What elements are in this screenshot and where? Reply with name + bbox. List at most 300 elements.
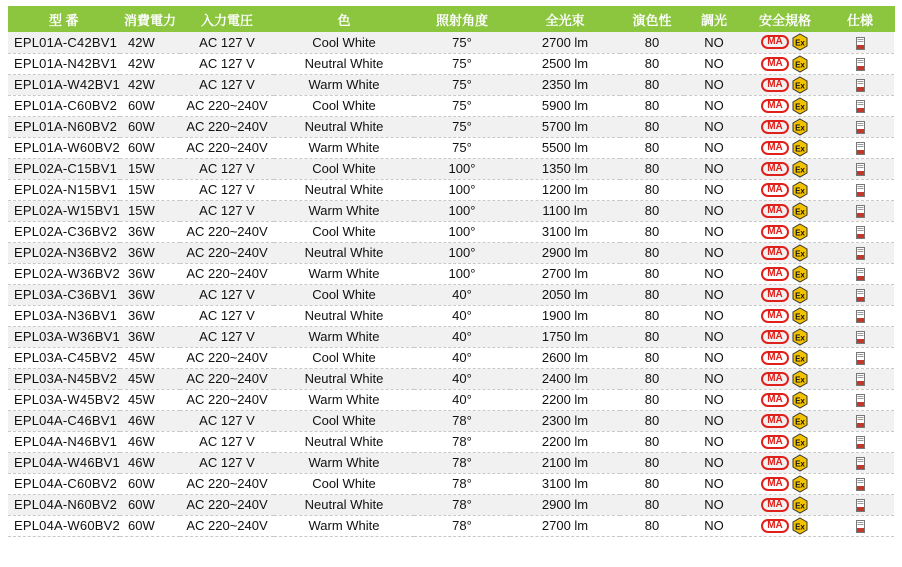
luminous-flux-cell: 1750 lm xyxy=(510,326,620,347)
dimming-cell: NO xyxy=(684,158,744,179)
ex-cert-icon xyxy=(791,223,809,241)
specification-cell[interactable] xyxy=(826,221,894,242)
beam-angle-cell: 100° xyxy=(414,158,510,179)
ma-cert-icon: MA xyxy=(761,498,789,512)
ex-label: Ex xyxy=(795,228,805,237)
safety-cert-cell xyxy=(744,32,826,53)
cri-cell: 80 xyxy=(620,452,684,473)
ex-cert-icon xyxy=(791,328,809,346)
ma-cert-icon: MA xyxy=(761,99,789,113)
specification-cell[interactable] xyxy=(826,116,894,137)
power-cell: 15W xyxy=(120,158,180,179)
cri-cell: 80 xyxy=(620,473,684,494)
ex-label: Ex xyxy=(795,123,805,132)
luminous-flux-cell: 2700 lm xyxy=(510,32,620,53)
ma-cert-icon: MA xyxy=(761,225,789,239)
power-cell: 45W xyxy=(120,368,180,389)
ex-cert-icon xyxy=(791,454,809,472)
ex-hexagon-icon xyxy=(791,328,809,346)
model-cell: EPL01A-W42BV1 xyxy=(8,74,120,95)
color-cell: Cool White xyxy=(274,158,414,179)
cri-cell: 80 xyxy=(620,53,684,74)
voltage-cell: AC 220~240V xyxy=(180,263,274,284)
voltage-cell: AC 220~240V xyxy=(180,494,274,515)
ma-cert-icon: MA xyxy=(761,57,789,71)
luminous-flux-cell: 2700 lm xyxy=(510,515,620,536)
table-row xyxy=(8,515,894,536)
ma-cert-icon: MA xyxy=(761,372,789,386)
dimming-cell: NO xyxy=(684,32,744,53)
ma-cert-icon: MA xyxy=(761,141,789,155)
cri-cell: 80 xyxy=(620,116,684,137)
luminous-flux-cell: 1350 lm xyxy=(510,158,620,179)
beam-angle-cell: 100° xyxy=(414,221,510,242)
safety-cert-cell xyxy=(744,53,826,74)
cri-cell: 80 xyxy=(620,431,684,452)
ex-label: Ex xyxy=(795,38,805,48)
ma-cert-icon: MA xyxy=(761,330,789,344)
ma-cert-icon: MA xyxy=(761,435,789,449)
pdf-document-icon[interactable] xyxy=(856,121,865,134)
safety-cert-cell xyxy=(744,284,826,305)
ex-label: Ex xyxy=(795,81,805,90)
luminous-flux-cell: 2200 lm xyxy=(510,389,620,410)
ex-label: Ex xyxy=(795,291,805,300)
color-cell: Neutral White xyxy=(274,368,414,389)
ex-cert-icon xyxy=(791,202,809,220)
voltage-cell: AC 127 V xyxy=(180,179,274,200)
ex-cert-icon xyxy=(791,265,809,283)
beam-angle-cell: 75° xyxy=(414,95,510,116)
voltage-cell: AC 127 V xyxy=(180,74,274,95)
ex-hexagon-icon xyxy=(791,454,809,472)
cert-badges xyxy=(761,265,809,283)
ex-label: Ex xyxy=(795,459,805,468)
dimming-cell: NO xyxy=(684,368,744,389)
ex-hexagon-icon xyxy=(791,286,809,304)
ex-label: Ex xyxy=(795,396,805,405)
pdf-document-icon[interactable] xyxy=(856,247,865,260)
ma-cert-icon: MA xyxy=(761,183,789,197)
luminous-flux-cell: 5900 lm xyxy=(510,95,620,116)
beam-angle-cell: 40° xyxy=(414,326,510,347)
dimming-cell: NO xyxy=(684,95,744,116)
safety-cert-cell xyxy=(744,494,826,515)
voltage-cell: AC 127 V xyxy=(180,431,274,452)
luminous-flux-cell: 2200 lm xyxy=(510,431,620,452)
beam-angle-cell: 100° xyxy=(414,242,510,263)
pdf-document-icon[interactable] xyxy=(856,436,865,449)
power-cell: 42W xyxy=(120,53,180,74)
specification-cell[interactable] xyxy=(826,158,894,179)
power-cell: 60W xyxy=(120,137,180,158)
voltage-cell: AC 127 V xyxy=(180,32,274,53)
model-cell: EPL04A-W60BV2 xyxy=(8,515,120,536)
pdf-document-icon[interactable] xyxy=(856,394,865,407)
beam-angle-cell: 75° xyxy=(414,53,510,74)
specification-cell[interactable] xyxy=(826,326,894,347)
table-header-row xyxy=(8,6,894,32)
model-cell: EPL01A-W60BV2 xyxy=(8,137,120,158)
safety-cert-cell xyxy=(744,242,826,263)
luminous-flux-cell: 2500 lm xyxy=(510,53,620,74)
cert-badges xyxy=(761,454,809,472)
safety-cert-cell xyxy=(744,74,826,95)
pdf-document-icon[interactable] xyxy=(856,352,865,365)
pdf-document-icon[interactable] xyxy=(856,310,865,323)
ma-cert-icon: MA xyxy=(761,393,789,407)
ex-hexagon-icon xyxy=(791,181,809,199)
cert-badges xyxy=(761,97,809,115)
safety-cert-cell xyxy=(744,137,826,158)
specification-cell[interactable] xyxy=(826,431,894,452)
specification-cell[interactable] xyxy=(826,95,894,116)
color-cell: Cool White xyxy=(274,221,414,242)
cri-cell: 80 xyxy=(620,515,684,536)
specification-cell[interactable] xyxy=(826,53,894,74)
specification-cell[interactable] xyxy=(826,452,894,473)
specification-cell[interactable] xyxy=(826,515,894,536)
power-cell: 60W xyxy=(120,116,180,137)
beam-angle-cell: 40° xyxy=(414,368,510,389)
cri-cell: 80 xyxy=(620,263,684,284)
color-cell: Neutral White xyxy=(274,494,414,515)
color-cell: Neutral White xyxy=(274,179,414,200)
model-cell: EPL04A-W46BV1 xyxy=(8,452,120,473)
table-row xyxy=(8,200,894,221)
beam-angle-cell: 78° xyxy=(414,452,510,473)
specification-cell[interactable] xyxy=(826,410,894,431)
cert-badges xyxy=(761,76,809,94)
ex-label: Ex xyxy=(795,438,805,447)
ex-cert-icon xyxy=(791,76,809,94)
dimming-cell: NO xyxy=(684,473,744,494)
voltage-cell: AC 127 V xyxy=(180,158,274,179)
table-row xyxy=(8,221,894,242)
cert-badges xyxy=(761,328,809,346)
luminous-flux-cell: 3100 lm xyxy=(510,221,620,242)
ex-cert-icon xyxy=(791,370,809,388)
ex-label: Ex xyxy=(795,207,805,216)
pdf-document-icon[interactable] xyxy=(856,373,865,386)
beam-angle-cell: 40° xyxy=(414,389,510,410)
pdf-document-icon[interactable] xyxy=(856,100,865,113)
model-cell: EPL03A-C36BV1 xyxy=(8,284,120,305)
ex-hexagon-icon xyxy=(791,370,809,388)
color-cell: Neutral White xyxy=(274,431,414,452)
voltage-cell: AC 127 V xyxy=(180,452,274,473)
product-spec-table xyxy=(8,6,895,537)
beam-angle-cell: 75° xyxy=(414,74,510,95)
luminous-flux-cell: 2050 lm xyxy=(510,284,620,305)
color-cell: Warm White xyxy=(274,515,414,536)
ex-hexagon-icon xyxy=(791,265,809,283)
ex-cert-icon xyxy=(791,307,809,325)
ma-cert-icon: MA xyxy=(761,414,789,428)
power-cell: 36W xyxy=(120,326,180,347)
ex-hexagon-icon xyxy=(791,391,809,409)
pdf-document-icon[interactable] xyxy=(856,37,865,50)
power-cell: 36W xyxy=(120,263,180,284)
ma-cert-icon: MA xyxy=(761,519,789,533)
ex-cert-icon xyxy=(791,181,809,199)
beam-angle-cell: 78° xyxy=(414,410,510,431)
model-cell: EPL02A-W36BV2 xyxy=(8,263,120,284)
specification-cell[interactable] xyxy=(826,242,894,263)
ex-cert-icon xyxy=(791,139,809,157)
power-cell: 60W xyxy=(120,515,180,536)
voltage-cell: AC 127 V xyxy=(180,305,274,326)
dimming-cell: NO xyxy=(684,284,744,305)
model-cell: EPL01A-C42BV1 xyxy=(8,32,120,53)
dimming-cell: NO xyxy=(684,74,744,95)
pdf-document-icon[interactable] xyxy=(856,205,865,218)
pdf-document-icon[interactable] xyxy=(856,499,865,512)
ex-label: Ex xyxy=(795,354,805,363)
beam-angle-cell: 78° xyxy=(414,431,510,452)
color-cell: Neutral White xyxy=(274,305,414,326)
header-safety-standard: 安全規格 xyxy=(744,6,826,32)
power-cell: 36W xyxy=(120,284,180,305)
cri-cell: 80 xyxy=(620,326,684,347)
ex-hexagon-icon xyxy=(791,244,809,262)
specification-cell[interactable] xyxy=(826,179,894,200)
cri-cell: 80 xyxy=(620,137,684,158)
header-voltage: 入力電圧 xyxy=(180,6,274,32)
specification-cell[interactable] xyxy=(826,263,894,284)
ex-hexagon-icon xyxy=(791,97,809,115)
table-row xyxy=(8,347,894,368)
pdf-document-icon[interactable] xyxy=(856,457,865,470)
ex-hexagon-icon xyxy=(791,223,809,241)
cri-cell: 80 xyxy=(620,389,684,410)
pdf-document-icon[interactable] xyxy=(856,289,865,302)
safety-cert-cell xyxy=(744,410,826,431)
voltage-cell: AC 127 V xyxy=(180,53,274,74)
safety-cert-cell xyxy=(744,95,826,116)
voltage-cell: AC 220~240V xyxy=(180,221,274,242)
specification-cell[interactable] xyxy=(826,32,894,53)
model-cell: EPL02A-W15BV1 xyxy=(8,200,120,221)
safety-cert-cell xyxy=(744,473,826,494)
voltage-cell: AC 220~240V xyxy=(180,473,274,494)
power-cell: 45W xyxy=(120,347,180,368)
cert-badges xyxy=(761,370,809,388)
luminous-flux-cell: 2100 lm xyxy=(510,452,620,473)
ma-cert-icon: MA xyxy=(761,288,789,302)
cert-badges xyxy=(761,244,809,262)
safety-cert-cell xyxy=(744,263,826,284)
table-row xyxy=(8,389,894,410)
color-cell: Neutral White xyxy=(274,53,414,74)
dimming-cell: NO xyxy=(684,200,744,221)
luminous-flux-cell: 1200 lm xyxy=(510,179,620,200)
ex-hexagon-icon xyxy=(791,118,809,136)
table-row xyxy=(8,326,894,347)
safety-cert-cell xyxy=(744,305,826,326)
dimming-cell: NO xyxy=(684,494,744,515)
dimming-cell: NO xyxy=(684,389,744,410)
luminous-flux-cell: 2350 lm xyxy=(510,74,620,95)
luminous-flux-cell: 2400 lm xyxy=(510,368,620,389)
cert-badges xyxy=(761,475,809,493)
cri-cell: 80 xyxy=(620,242,684,263)
table-row xyxy=(8,284,894,305)
voltage-cell: AC 127 V xyxy=(180,200,274,221)
specification-cell[interactable] xyxy=(826,137,894,158)
header-color: 色 xyxy=(274,6,414,32)
power-cell: 45W xyxy=(120,389,180,410)
safety-cert-cell xyxy=(744,158,826,179)
specification-cell[interactable] xyxy=(826,347,894,368)
cert-badges xyxy=(761,202,809,220)
cert-badges xyxy=(761,223,809,241)
specification-cell[interactable] xyxy=(826,200,894,221)
luminous-flux-cell: 2900 lm xyxy=(510,242,620,263)
header-model: 型 番 xyxy=(8,6,120,32)
table-row xyxy=(8,305,894,326)
pdf-document-icon[interactable] xyxy=(856,331,865,344)
pdf-document-icon[interactable] xyxy=(856,415,865,428)
dimming-cell: NO xyxy=(684,515,744,536)
specification-cell[interactable] xyxy=(826,389,894,410)
specification-cell[interactable] xyxy=(826,74,894,95)
header-power: 消費電力 xyxy=(120,6,180,32)
safety-cert-cell xyxy=(744,200,826,221)
power-cell: 46W xyxy=(120,410,180,431)
model-cell: EPL01A-C60BV2 xyxy=(8,95,120,116)
pdf-document-icon[interactable] xyxy=(856,184,865,197)
ex-hexagon-icon xyxy=(791,76,809,94)
model-cell: EPL04A-N46BV1 xyxy=(8,431,120,452)
color-cell: Cool White xyxy=(274,95,414,116)
safety-cert-cell xyxy=(744,452,826,473)
pdf-document-icon[interactable] xyxy=(856,478,865,491)
table-row xyxy=(8,452,894,473)
dimming-cell: NO xyxy=(684,242,744,263)
ex-label: Ex xyxy=(795,501,805,510)
color-cell: Warm White xyxy=(274,74,414,95)
specification-cell[interactable] xyxy=(826,368,894,389)
cri-cell: 80 xyxy=(620,368,684,389)
model-cell: EPL03A-C45BV2 xyxy=(8,347,120,368)
ma-cert-icon: MA xyxy=(761,477,789,491)
specification-cell[interactable] xyxy=(826,494,894,515)
power-cell: 46W xyxy=(120,431,180,452)
cri-cell: 80 xyxy=(620,284,684,305)
power-cell: 60W xyxy=(120,95,180,116)
specification-cell[interactable] xyxy=(826,473,894,494)
table-row xyxy=(8,242,894,263)
table-row xyxy=(8,137,894,158)
table-row xyxy=(8,32,894,53)
ex-hexagon-icon xyxy=(791,307,809,325)
table-row xyxy=(8,494,894,515)
ex-cert-icon xyxy=(791,475,809,493)
table-row xyxy=(8,74,894,95)
model-cell: EPL01A-N42BV1 xyxy=(8,53,120,74)
header-specification: 仕様 xyxy=(826,6,894,32)
beam-angle-cell: 40° xyxy=(414,284,510,305)
cri-cell: 80 xyxy=(620,494,684,515)
cert-badges xyxy=(761,286,809,304)
dimming-cell: NO xyxy=(684,452,744,473)
dimming-cell: NO xyxy=(684,179,744,200)
beam-angle-cell: 78° xyxy=(414,473,510,494)
dimming-cell: NO xyxy=(684,431,744,452)
pdf-document-icon[interactable] xyxy=(856,163,865,176)
color-cell: Neutral White xyxy=(274,242,414,263)
pdf-document-icon[interactable] xyxy=(856,142,865,155)
color-cell: Cool White xyxy=(274,32,414,53)
dimming-cell: NO xyxy=(684,116,744,137)
header-beam-angle: 照射角度 xyxy=(414,6,510,32)
cri-cell: 80 xyxy=(620,410,684,431)
luminous-flux-cell: 5500 lm xyxy=(510,137,620,158)
cert-badges xyxy=(761,139,809,157)
color-cell: Warm White xyxy=(274,263,414,284)
ex-label: Ex xyxy=(795,480,805,489)
ex-label: Ex xyxy=(795,60,805,69)
ex-hexagon-icon xyxy=(791,433,809,451)
beam-angle-cell: 75° xyxy=(414,116,510,137)
power-cell: 46W xyxy=(120,452,180,473)
ex-label: Ex xyxy=(795,249,805,258)
power-cell: 42W xyxy=(120,74,180,95)
pdf-document-icon[interactable] xyxy=(856,58,865,71)
power-cell: 15W xyxy=(120,200,180,221)
table-row xyxy=(8,95,894,116)
ex-hexagon-icon xyxy=(791,496,809,514)
table-row xyxy=(8,179,894,200)
cert-badges xyxy=(761,118,809,136)
color-cell: Cool White xyxy=(274,473,414,494)
luminous-flux-cell: 1900 lm xyxy=(510,305,620,326)
specification-cell[interactable] xyxy=(826,305,894,326)
ex-hexagon-icon xyxy=(791,202,809,220)
dimming-cell: NO xyxy=(684,410,744,431)
model-cell: EPL03A-N36BV1 xyxy=(8,305,120,326)
cri-cell: 80 xyxy=(620,347,684,368)
luminous-flux-cell: 3100 lm xyxy=(510,473,620,494)
dimming-cell: NO xyxy=(684,263,744,284)
ex-label: Ex xyxy=(795,522,805,531)
power-cell: 60W xyxy=(120,473,180,494)
pdf-document-icon[interactable] xyxy=(856,226,865,239)
ex-hexagon-icon xyxy=(791,160,809,178)
safety-cert-cell xyxy=(744,389,826,410)
power-cell: 36W xyxy=(120,305,180,326)
cert-badges xyxy=(761,33,809,51)
specification-cell[interactable] xyxy=(826,284,894,305)
beam-angle-cell: 75° xyxy=(414,32,510,53)
luminous-flux-cell: 2900 lm xyxy=(510,494,620,515)
pdf-document-icon[interactable] xyxy=(856,520,865,533)
voltage-cell: AC 220~240V xyxy=(180,95,274,116)
model-cell: EPL04A-C60BV2 xyxy=(8,473,120,494)
table-row xyxy=(8,116,894,137)
cri-cell: 80 xyxy=(620,158,684,179)
color-cell: Warm White xyxy=(274,137,414,158)
table-row xyxy=(8,410,894,431)
pdf-document-icon[interactable] xyxy=(856,79,865,92)
safety-cert-cell xyxy=(744,368,826,389)
table-row xyxy=(8,473,894,494)
pdf-document-icon[interactable] xyxy=(856,268,865,281)
dimming-cell: NO xyxy=(684,137,744,158)
model-cell: EPL04A-N60BV2 xyxy=(8,494,120,515)
ex-hexagon-icon xyxy=(791,139,809,157)
